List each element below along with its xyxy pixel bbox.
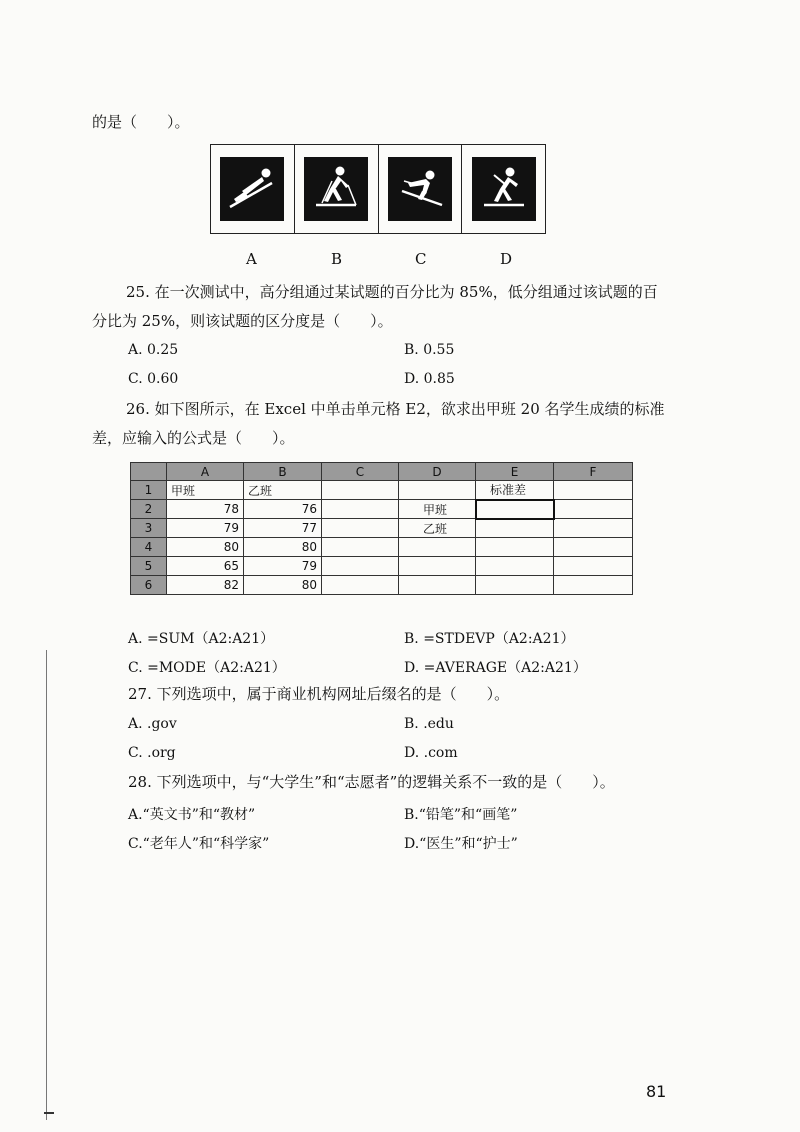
row-header: 5 bbox=[131, 557, 167, 576]
q27-option-a: A. .gov bbox=[128, 716, 177, 732]
cell-a2: 78 bbox=[167, 500, 244, 519]
q27-option-c: C. .org bbox=[128, 745, 176, 761]
pictogram-cell-d bbox=[462, 145, 545, 233]
q25-option-c: C. 0.60 bbox=[128, 371, 179, 387]
row-header: 2 bbox=[131, 500, 167, 519]
cell-e2-selected bbox=[476, 500, 554, 519]
cell-f4 bbox=[554, 538, 633, 557]
cell-b4: 80 bbox=[244, 538, 322, 557]
cell-e3 bbox=[476, 519, 554, 538]
cell-f2 bbox=[554, 500, 633, 519]
q27-option-d: D. .com bbox=[404, 745, 458, 761]
row-header: 4 bbox=[131, 538, 167, 557]
cell-b2: 76 bbox=[244, 500, 322, 519]
pictogram-label-d: D bbox=[500, 250, 513, 268]
pictogram-cell-c bbox=[379, 145, 463, 233]
cell-d5 bbox=[399, 557, 476, 576]
sheet-row bbox=[131, 500, 633, 519]
column-header-c: C bbox=[322, 463, 399, 481]
q25-option-a: A. 0.25 bbox=[128, 342, 179, 358]
q25-option-d: D. 0.85 bbox=[404, 371, 455, 387]
cell-b3: 77 bbox=[244, 519, 322, 538]
cell-e1: 标准差 bbox=[476, 481, 554, 500]
cell-e5 bbox=[476, 557, 554, 576]
pictogram-label-b: B bbox=[331, 250, 343, 268]
row-header: 6 bbox=[131, 576, 167, 595]
cell-f3 bbox=[554, 519, 633, 538]
cell-f6 bbox=[554, 576, 633, 595]
q26-stem-line1: 26. 如下图所示，在 Excel 中单击单元格 E2，欲求出甲班 20 名学生成绩的标准 bbox=[126, 400, 665, 418]
q28-stem: 28. 下列选项中，与“大学生”和“志愿者”的逻辑关系不一致的是（ ）。 bbox=[128, 773, 615, 791]
column-header-b: B bbox=[244, 463, 322, 481]
biathlon-icon bbox=[476, 161, 532, 217]
cell-c4 bbox=[322, 538, 399, 557]
q25-stem-line1: 25. 在一次测试中，高分组通过某试题的百分比为 85%，低分组通过该试题的百 bbox=[126, 283, 658, 301]
cell-e6 bbox=[476, 576, 554, 595]
column-header-a: A bbox=[167, 463, 244, 481]
column-header-e: E bbox=[476, 463, 554, 481]
sheet-row bbox=[131, 557, 633, 576]
q25-option-b: B. 0.55 bbox=[404, 342, 455, 358]
pictogram-label-c: C bbox=[415, 250, 427, 268]
sheet-row bbox=[131, 481, 633, 500]
excel-spreadsheet bbox=[130, 462, 633, 595]
column-header-f: F bbox=[554, 463, 633, 481]
pictogram-label-a: A bbox=[246, 250, 257, 268]
cell-d4 bbox=[399, 538, 476, 557]
sheet-row bbox=[131, 519, 633, 538]
q28-option-d: D.“医生”和“护士” bbox=[404, 836, 518, 852]
cell-a5: 65 bbox=[167, 557, 244, 576]
cell-c1 bbox=[322, 481, 399, 500]
sheet-row bbox=[131, 538, 633, 557]
cell-a3: 79 bbox=[167, 519, 244, 538]
row-header: 3 bbox=[131, 519, 167, 538]
cell-f1 bbox=[554, 481, 633, 500]
pictogram-cell-a bbox=[211, 145, 295, 233]
scan-edge-mark bbox=[44, 1112, 54, 1114]
cell-c2 bbox=[322, 500, 399, 519]
cell-a6: 82 bbox=[167, 576, 244, 595]
cell-d2: 甲班 bbox=[399, 500, 476, 519]
q26-stem-line2: 差，应输入的公式是（ ）。 bbox=[92, 429, 295, 447]
scan-edge-line bbox=[46, 650, 47, 1120]
cell-d3: 乙班 bbox=[399, 519, 476, 538]
sheet-row bbox=[131, 576, 633, 595]
pictogram-strip bbox=[210, 144, 546, 234]
pictogram-cell-b bbox=[295, 145, 379, 233]
cross-country-skiing-icon bbox=[308, 161, 364, 217]
cell-a4: 80 bbox=[167, 538, 244, 557]
q27-stem: 27. 下列选项中，属于商业机构网址后缀名的是（ ）。 bbox=[128, 685, 510, 703]
cell-f5 bbox=[554, 557, 633, 576]
column-header-row bbox=[131, 463, 633, 481]
cell-c3 bbox=[322, 519, 399, 538]
ski-jumping-icon bbox=[224, 161, 280, 217]
cell-b6: 80 bbox=[244, 576, 322, 595]
cell-d6 bbox=[399, 576, 476, 595]
cell-b1: 乙班 bbox=[244, 481, 322, 500]
cell-e4 bbox=[476, 538, 554, 557]
cell-c6 bbox=[322, 576, 399, 595]
q26-option-c: C. =MODE（A2:A21） bbox=[128, 660, 286, 676]
cell-b5: 79 bbox=[244, 557, 322, 576]
corner-cell bbox=[131, 463, 167, 481]
page-number: 81 bbox=[646, 1082, 667, 1101]
row-header: 1 bbox=[131, 481, 167, 500]
q26-option-a: A. =SUM（A2:A21） bbox=[128, 631, 275, 647]
q28-option-a: A.“英文书”和“教材” bbox=[128, 807, 256, 823]
q25-stem-line2: 分比为 25%，则该试题的区分度是（ ）。 bbox=[92, 312, 393, 330]
alpine-skiing-icon bbox=[392, 161, 448, 217]
cell-d1 bbox=[399, 481, 476, 500]
q24-tail-text: 的是（ ）。 bbox=[92, 113, 190, 131]
q26-option-d: D. =AVERAGE（A2:A21） bbox=[404, 660, 587, 676]
q26-option-b: B. =STDEVP（A2:A21） bbox=[404, 631, 575, 647]
cell-a1: 甲班 bbox=[167, 481, 244, 500]
q27-option-b: B. .edu bbox=[404, 716, 454, 732]
column-header-d: D bbox=[399, 463, 476, 481]
q28-option-b: B.“铅笔”和“画笔” bbox=[404, 807, 518, 823]
cell-c5 bbox=[322, 557, 399, 576]
q28-option-c: C.“老年人”和“科学家” bbox=[128, 836, 270, 852]
